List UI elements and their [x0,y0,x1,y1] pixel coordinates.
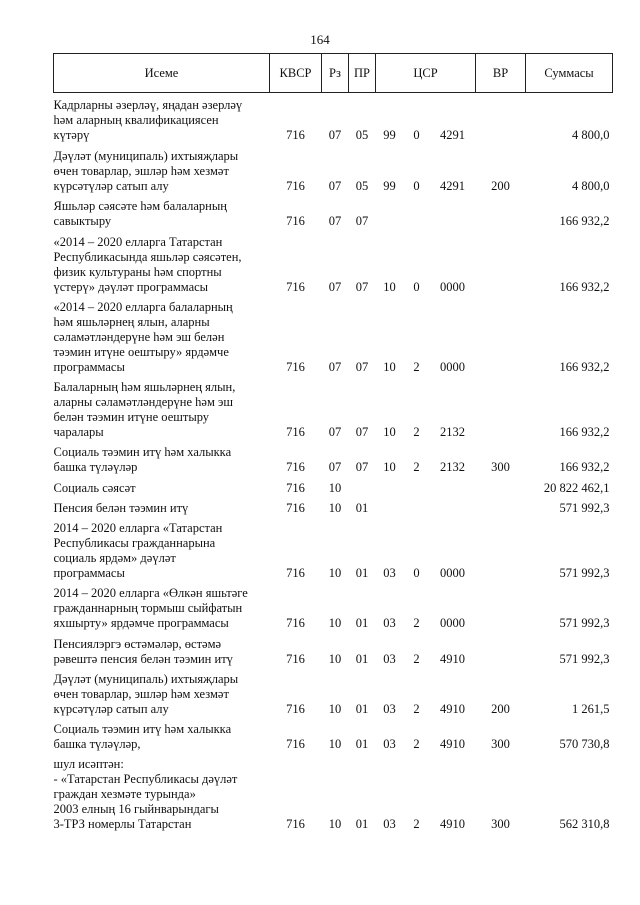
row-rz: 07 [328,360,342,374]
row-rz: 07 [328,460,342,474]
row-name-line: башка түләүләр [53,460,138,474]
row-rz: 07 [328,179,342,193]
row-name-line: сәламәтләндерүне һәм эш белән [53,330,225,344]
row-name [54,93,270,144]
row-name [54,194,270,229]
row-csr-subprogram: 2 [413,737,420,751]
row-csr-code [430,496,476,516]
row-csr-code: 4910 [440,737,465,751]
row-csr-program: 03 [383,566,396,580]
row-kvsr: 716 [286,616,305,630]
row-name-line: 2014 – 2020 елларга «Татарстан [53,521,223,535]
row-name-line: үстерү» дәүләт программасы [53,280,209,294]
row-name-line: рәвештә пенсия белән тәэмин итү [53,652,233,666]
row-csr-program: 03 [383,737,396,751]
row-name-line: 2003 елның 16 гыйнварындагы [53,802,219,816]
row-sum: 571 992,3 [559,652,610,666]
row-pr: 07 [355,280,369,294]
row-sum: 166 932,2 [559,214,610,228]
row-csr-program: 99 [383,128,396,142]
row-rz: 10 [328,616,342,630]
row-csr-subprogram: 2 [413,652,420,666]
row-csr-program: 03 [383,652,396,666]
row-kvsr: 716 [286,566,305,580]
row-name [54,440,270,475]
row-csr-subprogram [404,496,430,516]
table-row [54,194,613,229]
header-vr: ВР [476,54,526,93]
row-vr [476,581,526,631]
row-csr-program [376,475,404,496]
row-name-line: гражданнарның тормыш сыйфатын [53,601,243,615]
row-pr: 01 [355,566,369,580]
row-csr-subprogram: 0 [413,566,420,580]
row-name-line: 3-ТРЗ номерлы Татарстан [53,817,192,831]
row-csr-code: 0000 [440,566,465,580]
row-csr-program: 10 [383,460,396,474]
row-kvsr: 716 [286,280,305,294]
row-rz: 07 [328,214,342,228]
row-pr: 05 [355,179,369,193]
row-csr-subprogram: 2 [413,360,420,374]
budget-table [53,53,613,832]
row-name-line: «2014 – 2020 елларга Татарстан [53,235,223,249]
row-csr-program: 03 [383,702,396,716]
table-row [54,375,613,440]
row-name-line: «2014 – 2020 елларга балаларның [53,300,233,314]
row-name-line: белән тәэмин итүне оештыру [53,410,210,424]
row-csr-program: 99 [383,179,396,193]
row-vr [476,631,526,667]
row-csr-subprogram: 2 [413,702,420,716]
row-sum: 166 932,2 [559,360,610,374]
row-pr: 07 [355,214,369,228]
row-rz: 10 [328,652,342,666]
row-csr-program: 10 [383,425,396,439]
row-kvsr: 716 [286,360,305,374]
row-csr-code: 0000 [440,280,465,294]
row-name [54,475,270,496]
row-csr-code: 4910 [440,702,465,716]
header-csr: ЦСР [376,54,476,93]
table-row [54,295,613,375]
row-vr [476,229,526,295]
row-csr-subprogram [404,194,430,229]
row-vr [476,295,526,375]
table-row [54,475,613,496]
row-name-line: күрсәтүләр сатып алу [53,179,169,193]
row-name-line: Пенсиялэргэ өстәмәләр, өстәмә [53,637,222,651]
row-name-line: тәэмин итүне оештыру» ярдәмче [53,345,229,359]
header-name: Исеме [54,54,270,93]
table-row [54,440,613,475]
row-csr-code: 2132 [440,425,465,439]
row-name [54,717,270,752]
row-csr-subprogram [404,475,430,496]
row-name-line: өчен товарлар, эшләр һәм хезмәт [53,687,229,701]
row-name [54,752,270,832]
row-name-line: физик культураны һәм спортны [53,265,222,279]
row-pr: 01 [355,501,369,515]
row-name-line: Социаль тәэмин итү һәм халыкка [53,722,232,736]
row-kvsr: 716 [286,817,305,831]
row-name-line: чаралары [53,425,104,439]
row-csr-subprogram: 2 [413,425,420,439]
row-csr-program [376,194,404,229]
table-row [54,717,613,752]
row-name-line: Балаларның һәм яшьләрнең ялын, [53,380,236,394]
table-row [54,229,613,295]
row-csr-program: 03 [383,817,396,831]
row-name-line: һәм яшьләрнең ялын, аларны [53,315,210,329]
row-sum: 4 800,0 [572,128,610,142]
row-csr-subprogram: 0 [413,280,420,294]
row-sum: 20 822 462,1 [543,481,610,495]
row-pr [349,475,376,496]
table-row [54,581,613,631]
row-name [54,229,270,295]
row-sum: 4 800,0 [572,179,610,193]
row-name-line: программасы [53,566,125,580]
row-name [54,496,270,516]
row-csr-code [430,475,476,496]
table-row [54,752,613,832]
header-pr: ПР [349,54,376,93]
table-row [54,93,613,144]
row-csr-code: 4291 [440,179,465,193]
row-rz: 10 [328,481,342,495]
row-name-line: Яшьләр сәясәте һәм балаларның [53,199,227,213]
row-pr: 07 [355,460,369,474]
row-vr [476,93,526,144]
row-rz: 10 [328,737,342,751]
row-pr: 01 [355,652,369,666]
row-csr-program [376,496,404,516]
row-name [54,516,270,581]
row-pr: 07 [355,425,369,439]
row-name [54,143,270,194]
row-name-line: һәм аларның квалификациясен [53,113,219,127]
row-pr: 01 [355,702,369,716]
row-name-line: яхшырту» ярдәмче программасы [53,616,229,630]
page-number: 164 [310,32,330,47]
row-name [54,667,270,717]
row-sum: 166 932,2 [559,280,610,294]
table-row [54,143,613,194]
row-sum: 571 992,3 [559,566,610,580]
row-vr: 300 [491,817,510,831]
row-name [54,375,270,440]
row-name-line: Дәүләт (муниципаль) ихтыяҗлары [53,149,239,163]
row-name-line: Дәүләт (муниципаль) ихтыяҗлары [53,672,239,686]
row-pr: 07 [355,360,369,374]
row-sum: 166 932,2 [559,460,610,474]
row-name-line: граждан хезмәте турында» [53,787,196,801]
row-csr-subprogram: 2 [413,616,420,630]
row-name-line: Социаль сәясәт [53,481,136,495]
row-name-line: Пенсия белән тәэмин итү [53,501,189,515]
row-name-line: Республикасы гражданнарына [53,536,216,550]
row-vr [476,375,526,440]
row-csr-code: 4910 [440,817,465,831]
row-name-line: 2014 – 2020 елларга «Өлкән яшьтәге [53,586,248,600]
row-kvsr: 716 [286,128,305,142]
row-vr: 300 [491,460,510,474]
row-csr-code: 2132 [440,460,465,474]
row-csr-subprogram: 0 [413,128,420,142]
header-sum: Суммасы [526,54,613,93]
row-name-line: Кадрларны әзерләү, яңадан әзерләү [53,98,243,112]
row-name-line: Социаль тәэмин итү һәм халыкка [53,445,232,459]
row-name-line: башка түләүләр, [53,737,141,751]
table-row [54,631,613,667]
row-vr [476,194,526,229]
row-csr-code: 4910 [440,652,465,666]
row-kvsr: 716 [286,179,305,193]
row-csr-program: 10 [383,280,396,294]
table-row [54,496,613,516]
row-csr-subprogram: 0 [413,179,420,193]
row-csr-subprogram: 2 [413,817,420,831]
row-kvsr: 716 [286,501,305,515]
row-csr-program: 10 [383,360,396,374]
row-csr-program: 03 [383,616,396,630]
row-rz: 10 [328,566,342,580]
row-rz: 10 [328,501,342,515]
row-name [54,295,270,375]
header-rz: Рз [322,54,349,93]
table-body [54,93,613,833]
row-csr-code: 4291 [440,128,465,142]
table-header-row [54,54,613,93]
row-kvsr: 716 [286,460,305,474]
row-kvsr: 716 [286,214,305,228]
row-name-line: - «Татарстан Республикасы дәүләт [53,772,238,786]
row-pr: 05 [355,128,369,142]
row-rz: 07 [328,425,342,439]
row-name-line: савыктыру [53,214,112,228]
row-name-line: программасы [53,360,125,374]
row-name-line: шул исәптән: [53,757,124,771]
row-vr [476,496,526,516]
row-csr-code: 0000 [440,360,465,374]
row-name-line: күтәрү [53,128,90,142]
row-kvsr: 716 [286,652,305,666]
row-vr: 300 [491,737,510,751]
row-vr: 200 [491,179,510,193]
row-name [54,631,270,667]
row-csr-code: 0000 [440,616,465,630]
row-kvsr: 716 [286,737,305,751]
header-kvsr: КВСР [270,54,322,93]
row-rz: 10 [328,817,342,831]
row-vr [476,516,526,581]
row-kvsr: 716 [286,425,305,439]
row-pr: 01 [355,737,369,751]
row-vr [476,475,526,496]
row-rz: 10 [328,702,342,716]
table-row [54,516,613,581]
row-name-line: күрсәтүләр сатып алу [53,702,169,716]
row-pr: 01 [355,817,369,831]
row-name-line: аларны сәламәтләндерүне һәм эш [53,395,233,409]
row-kvsr: 716 [286,481,305,495]
row-rz: 07 [328,280,342,294]
row-rz: 07 [328,128,342,142]
row-kvsr: 716 [286,702,305,716]
table-row [54,667,613,717]
row-sum: 571 992,3 [559,616,610,630]
row-sum: 570 730,8 [559,737,610,751]
row-name-line: өчен товарлар, эшләр һәм хезмәт [53,164,229,178]
row-name-line: социаль ярдәм» дәүләт [53,551,176,565]
row-pr: 01 [355,616,369,630]
row-csr-code [430,194,476,229]
row-sum: 1 261,5 [572,702,610,716]
row-vr: 200 [491,702,510,716]
row-sum: 562 310,8 [559,817,610,831]
row-name [54,581,270,631]
row-csr-subprogram: 2 [413,460,420,474]
row-sum: 571 992,3 [559,501,610,515]
row-name-line: Республикасында яшьләр сәясәтен, [53,250,242,264]
row-sum: 166 932,2 [559,425,610,439]
